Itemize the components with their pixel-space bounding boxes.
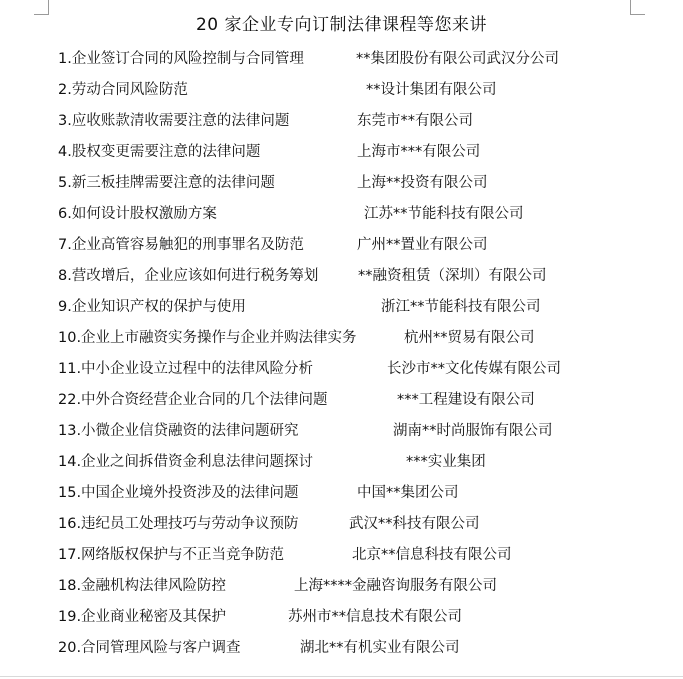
course-name: 22.中外合资经营企业合同的几个法律问题 bbox=[58, 392, 328, 408]
company-name: **设计集团有限公司 bbox=[366, 82, 497, 98]
company-name: 苏州市**信息技术有限公司 bbox=[288, 609, 462, 625]
course-name: 8.营改增后，企业应该如何进行税务筹划 bbox=[58, 268, 319, 284]
course-name: 13.小微企业信贷融资的法律问题研究 bbox=[58, 423, 299, 439]
course-row bbox=[0, 106, 683, 137]
company-name: 上海市***有限公司 bbox=[357, 144, 481, 160]
company-name: 广州**置业有限公司 bbox=[357, 237, 488, 253]
course-row bbox=[0, 292, 683, 323]
course-row bbox=[0, 354, 683, 385]
course-name: 19.企业商业秘密及其保护 bbox=[58, 609, 227, 625]
course-name: 5.新三板挂牌需要注意的法律问题 bbox=[58, 175, 275, 191]
course-row bbox=[0, 261, 683, 292]
course-name: 17.网络版权保护与不正当竞争防范 bbox=[58, 547, 285, 563]
company-name: 上海****金融咨询服务有限公司 bbox=[294, 578, 497, 594]
course-row bbox=[0, 571, 683, 602]
course-row bbox=[0, 137, 683, 168]
course-name: 16.违纪员工处理技巧与劳动争议预防 bbox=[58, 516, 299, 532]
company-name: 杭州**贸易有限公司 bbox=[404, 330, 535, 346]
company-name: 北京**信息科技有限公司 bbox=[352, 547, 512, 563]
course-name: 15.中国企业境外投资涉及的法律问题 bbox=[58, 485, 299, 501]
company-name: 长沙市**文化传媒有限公司 bbox=[387, 361, 561, 377]
course-name: 18.金融机构法律风险防控 bbox=[58, 578, 227, 594]
company-name: ***实业集团 bbox=[406, 454, 486, 470]
course-name: 11.中小企业设立过程中的法律风险分析 bbox=[58, 361, 314, 377]
company-name: 中国**集团公司 bbox=[357, 485, 459, 501]
course-row bbox=[0, 478, 683, 509]
company-name: 江苏**节能科技有限公司 bbox=[364, 206, 524, 222]
course-name: 9.企业知识产权的保护与使用 bbox=[58, 299, 246, 315]
course-row bbox=[0, 540, 683, 571]
company-name: ***工程建设有限公司 bbox=[397, 392, 535, 408]
company-name: 湖南**时尚服饰有限公司 bbox=[393, 423, 553, 439]
course-row bbox=[0, 602, 683, 633]
company-name: 武汉**科技有限公司 bbox=[349, 516, 480, 532]
course-row bbox=[0, 75, 683, 106]
course-name: 20.合同管理风险与客户调查 bbox=[58, 640, 241, 656]
course-name: 1.企业签订合同的风险控制与合同管理 bbox=[58, 51, 304, 67]
company-name: 湖北**有机实业有限公司 bbox=[300, 640, 460, 656]
course-row bbox=[0, 385, 683, 416]
course-name: 4.股权变更需要注意的法律问题 bbox=[58, 144, 261, 160]
course-row bbox=[0, 447, 683, 478]
course-row bbox=[0, 230, 683, 261]
company-name: **集团股份有限公司武汉分公司 bbox=[356, 51, 559, 67]
course-name: 3.应收账款清收需要注意的法律问题 bbox=[58, 113, 290, 129]
company-name: 上海**投资有限公司 bbox=[357, 175, 488, 191]
company-name: 浙江**节能科技有限公司 bbox=[381, 299, 541, 315]
document-title: 20 家企业专向订制法律课程等您来讲 bbox=[195, 15, 488, 35]
course-name: 7.企业高管容易触犯的刑事罪名及防范 bbox=[58, 237, 304, 253]
company-name: **融资租赁（深圳）有限公司 bbox=[358, 268, 547, 284]
page-bottom-divider bbox=[0, 676, 683, 677]
course-row bbox=[0, 509, 683, 540]
course-name: 10.企业上市融资实务操作与企业并购法律实务 bbox=[58, 330, 357, 346]
course-row bbox=[0, 168, 683, 199]
course-row bbox=[0, 44, 683, 75]
company-name: 东莞市**有限公司 bbox=[357, 113, 473, 129]
course-row bbox=[0, 323, 683, 354]
course-name: 14.企业之间拆借资金利息法律问题探讨 bbox=[58, 454, 314, 470]
course-name: 6.如何设计股权激励方案 bbox=[58, 206, 217, 222]
course-row bbox=[0, 199, 683, 230]
course-row bbox=[0, 633, 683, 664]
course-row bbox=[0, 416, 683, 447]
course-name: 2.劳动合同风险防范 bbox=[58, 82, 188, 98]
